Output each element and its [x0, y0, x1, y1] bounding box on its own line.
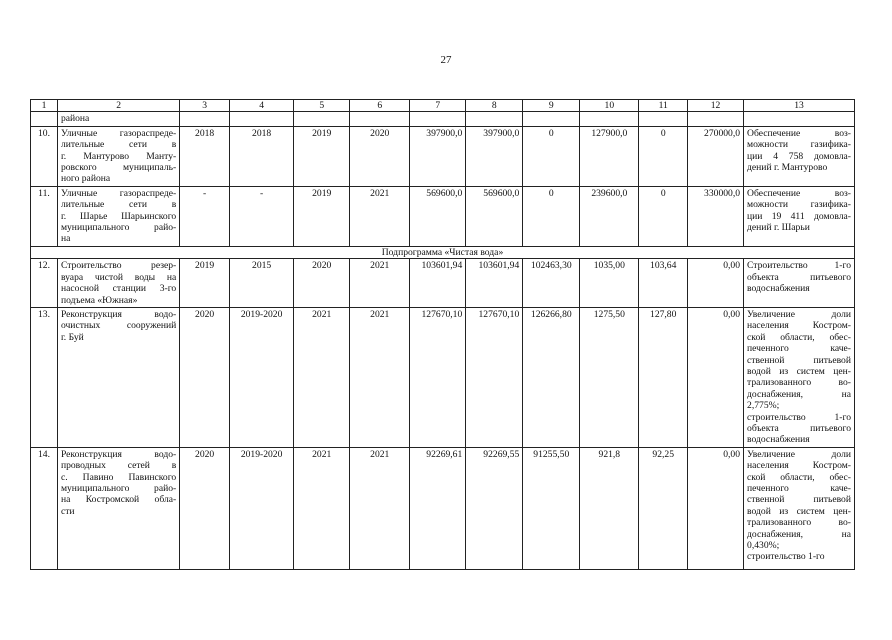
text-line: проводных сетей в: [60, 460, 177, 472]
cell-c5: 2021: [294, 307, 350, 447]
text-line: Уличные газораспреде-: [60, 187, 177, 199]
cell-c8: 103601,94: [466, 259, 523, 308]
subprogram-row: [31, 246, 855, 258]
row-number: 10.: [31, 126, 58, 186]
result-description: [744, 186, 855, 246]
result-description: [744, 126, 855, 186]
cell-c11: 127,80: [639, 307, 688, 447]
cell-c10: 239600,0: [580, 186, 639, 246]
cell-c11: 0: [639, 186, 688, 246]
cell-c4: -: [229, 186, 293, 246]
cell-c12: 0,00: [688, 259, 744, 308]
text-line: 0,430%;: [747, 540, 780, 552]
cell-c6: 2020: [350, 126, 410, 186]
cell-c4: 2018: [229, 126, 293, 186]
text-line: ственной питьевой: [747, 494, 851, 506]
object-name: [57, 186, 179, 246]
column-number: 6: [350, 100, 410, 112]
result-description: [744, 447, 855, 569]
result-description: [744, 307, 855, 447]
row-number: 12.: [31, 259, 58, 308]
cell-c12: 270000,0: [688, 126, 744, 186]
table-row: [31, 186, 855, 246]
column-number: 1: [31, 100, 58, 112]
text-line: Увеличение доли: [747, 308, 851, 320]
cell-c8: 569600,0: [466, 186, 523, 246]
text-line: вуара чистой воды на: [60, 271, 177, 283]
text-line: насосной станции 3-го: [60, 283, 177, 295]
object-name: [57, 259, 179, 308]
text-line: трализованного во-: [747, 377, 851, 389]
cell-c12: 0,00: [688, 307, 744, 447]
result-description: [744, 259, 855, 308]
cell-c9: 102463,30: [523, 259, 580, 308]
text-line: дений г. Мантурово: [747, 162, 828, 174]
text-line: Строительство резер-: [60, 260, 177, 272]
cell-c7: 103601,94: [410, 259, 466, 308]
text-line: доснабжения, на: [747, 388, 851, 400]
cell-c4: 2019-2020: [229, 307, 293, 447]
text-line: ской области, обес-: [747, 471, 851, 483]
text-line: ного района: [60, 173, 111, 185]
cell-c3: 2020: [180, 307, 230, 447]
table-row: [31, 307, 855, 447]
column-number: 8: [466, 100, 523, 112]
cell-c10: 1035,00: [580, 259, 639, 308]
text-line: очистных сооружений: [60, 320, 177, 332]
text-line: лительные сети в: [60, 139, 177, 151]
row-number: 13.: [31, 307, 58, 447]
column-number: 5: [294, 100, 350, 112]
table-row: [31, 259, 855, 308]
column-number: 3: [180, 100, 230, 112]
column-number: 13: [744, 100, 855, 112]
cell-c5: 2021: [294, 447, 350, 569]
text-line: объекта питьевого: [747, 422, 851, 434]
text-line: дений г. Шарьи: [747, 222, 810, 234]
text-line: Обеспечение воз-: [747, 187, 851, 199]
cell-c9: 126266,80: [523, 307, 580, 447]
text-line: трализованного во-: [747, 517, 851, 529]
cell-c8: 127670,10: [466, 307, 523, 447]
cell-c11: 0: [639, 126, 688, 186]
carry-over-row: [31, 112, 855, 126]
cell-c7: 127670,10: [410, 307, 466, 447]
text-line: ственной питьевой: [747, 354, 851, 366]
cell-c12: 330000,0: [688, 186, 744, 246]
text-line: строительство 1-го: [747, 411, 851, 423]
column-number: 4: [229, 100, 293, 112]
column-number: 12: [688, 100, 744, 112]
cell-c3: -: [180, 186, 230, 246]
text-line: доснабжения, на: [747, 528, 851, 540]
text-line: можности газифика-: [747, 199, 851, 211]
text-line: водой из систем цен-: [747, 365, 851, 377]
column-number-row: [31, 100, 855, 112]
object-name: [57, 307, 179, 447]
text-line: 2,775%;: [747, 400, 780, 412]
cell-c7: 569600,0: [410, 186, 466, 246]
text-line: ской области, обес-: [747, 331, 851, 343]
text-line: г. Буй: [60, 331, 84, 343]
cell-c11: 103,64: [639, 259, 688, 308]
text-line: с. Павино Павинского: [60, 471, 177, 483]
cell-c7: 397900,0: [410, 126, 466, 186]
text-line: муниципального райо-: [60, 222, 177, 234]
table-row: [31, 447, 855, 569]
cell-c9: 0: [523, 186, 580, 246]
text-line: строительство 1-го: [747, 551, 825, 563]
row-number: 11.: [31, 186, 58, 246]
page-number: 27: [440, 54, 452, 66]
cell-c3: 2020: [180, 447, 230, 569]
investment-table: [30, 99, 855, 570]
column-number: 2: [57, 100, 179, 112]
cell-c3: 2018: [180, 126, 230, 186]
cell-c3: 2019: [180, 259, 230, 308]
text-line: печенного каче-: [747, 343, 851, 355]
object-name: [57, 447, 179, 569]
text-line: можности газифика-: [747, 139, 851, 151]
text-line: населения Костром-: [747, 320, 851, 332]
text-line: на Костромской обла-: [60, 494, 177, 506]
text-line: на: [60, 233, 71, 245]
text-line: населения Костром-: [747, 460, 851, 472]
cell-c10: 1275,50: [580, 307, 639, 447]
cell-c5: 2019: [294, 126, 350, 186]
cell-c10: 921,8: [580, 447, 639, 569]
column-number: 7: [410, 100, 466, 112]
text-line: лительные сети в: [60, 199, 177, 211]
text-line: ровского муниципаль-: [60, 162, 177, 174]
text-line: Обеспечение воз-: [747, 127, 851, 139]
text-line: печенного каче-: [747, 483, 851, 494]
text-line: г. Шарье Шарьинского: [60, 210, 177, 222]
cell-c7: 92269,61: [410, 447, 466, 569]
cell-c10: 127900,0: [580, 126, 639, 186]
text-line: сти: [60, 505, 75, 517]
cell-c5: 2020: [294, 259, 350, 308]
object-name: [57, 126, 179, 186]
text-line: Реконструкция водо-: [60, 448, 177, 460]
text-line: подъема «Южная»: [60, 294, 138, 306]
column-number: 9: [523, 100, 580, 112]
cell-c4: 2015: [229, 259, 293, 308]
cell-c11: 92,25: [639, 447, 688, 569]
cell-c6: 2021: [350, 186, 410, 246]
cell-c12: 0,00: [688, 447, 744, 569]
text-line: г. Мантурово Манту-: [60, 150, 177, 162]
cell-c8: 397900,0: [466, 126, 523, 186]
text-line: водоснабжения: [747, 283, 810, 295]
text-line: ции 4 758 домовла-: [747, 150, 851, 162]
carry-over-text: района: [57, 112, 179, 126]
text-line: ции 19 411 домовла-: [747, 210, 851, 222]
column-number: 11: [639, 100, 688, 112]
text-line: Строительство 1-го: [747, 260, 851, 272]
text-line: водой из систем цен-: [747, 505, 851, 517]
column-number: 10: [580, 100, 639, 112]
text-line: объекта питьевого: [747, 271, 851, 283]
cell-c6: 2021: [350, 307, 410, 447]
text-line: Увеличение доли: [747, 448, 851, 460]
text-line: муниципального райо-: [60, 483, 177, 494]
text-line: Реконструкция водо-: [60, 308, 177, 320]
cell-c4: 2019-2020: [229, 447, 293, 569]
cell-c6: 2021: [350, 447, 410, 569]
cell-c8: 92269,55: [466, 447, 523, 569]
table-row: [31, 126, 855, 186]
cell-c9: 91255,50: [523, 447, 580, 569]
cell-c9: 0: [523, 126, 580, 186]
cell-c6: 2021: [350, 259, 410, 308]
text-line: Уличные газораспреде-: [60, 127, 177, 139]
cell-c5: 2019: [294, 186, 350, 246]
row-number: 14.: [31, 447, 58, 569]
text-line: водоснабжения: [747, 434, 810, 446]
subprogram-title: Подпрограмма «Чистая вода»: [31, 246, 855, 258]
